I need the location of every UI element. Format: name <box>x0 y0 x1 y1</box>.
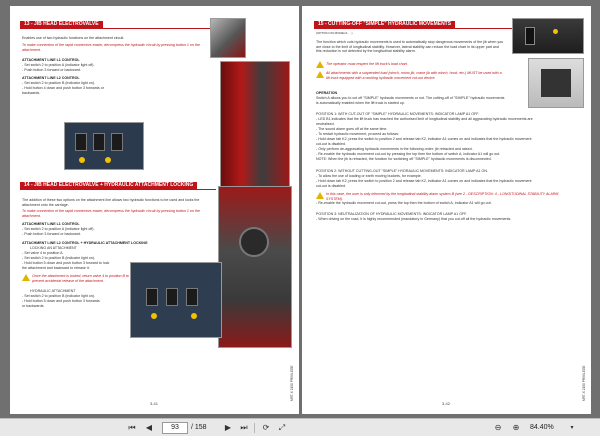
last-page-icon[interactable]: ⏭ <box>240 423 248 432</box>
position3-heading: POSITION 3: NEUTRALIZATION OF HYDRAULIC MOVEMENTS: INDICATOR LAMP A1 OFF. <box>316 212 467 216</box>
switch-panel-photo <box>64 122 144 170</box>
right-page <box>302 6 591 414</box>
warning-text: To make connection of the rapid connectors easier, decompress the hydraulic circuit by pressing button 1 on the attachment. <box>22 43 200 52</box>
cab-display-photo <box>528 58 584 108</box>
left-page <box>10 6 299 414</box>
position2-step: - Re-enable the hydraulic movement cut-out, press the top then the bottom of switch A, indicator A1 will go out. <box>316 201 492 205</box>
connector-photo <box>210 18 246 58</box>
position2-step: - To allow the use of loading or earth moving buckets, for example. <box>316 174 422 178</box>
side-code: MRT-X 2150 PRIVILEGE <box>290 365 294 401</box>
position1-step: - Hold down tab K2, press the switch to position 2 and release tab K2, indicator A1 comes on and indicates that the hydraulic movement <box>316 137 532 141</box>
hydraulic-step: - Set switch 2 to position B (indicator light on). <box>22 294 95 298</box>
warning-text: The operator must respect the lift truck's load chart. <box>326 62 408 66</box>
page-number: 3-41 <box>150 401 159 406</box>
line2-step: - Set switch 2 to position B (indicator light on). <box>22 81 95 85</box>
warning-icon <box>316 61 324 68</box>
line2-heading: ATTACHMENT LINE L2 CONTROL <box>22 76 80 80</box>
l1-heading: ATTACHMENT LINE L1 CONTROL <box>22 222 80 226</box>
locking-step: - Set switch 2 to position B (indicator light on). <box>22 256 95 260</box>
locking-heading: LOCKING AN ATTACHMENT <box>30 246 77 250</box>
operation-text: Switch A allows you to cut off "SIMPLE" hydraulic movements or not. The cutting-off of "SIMPLE" hydraulic movements is automatically enabled when the lift truck is started up. <box>316 96 505 105</box>
position1-step: - LED B1 indicates that the lift truck has reached the authorised limit of longitudinal stability and all aggravating hydraulic movements are <box>316 117 533 121</box>
page-number: 3-42 <box>442 401 451 406</box>
locking-step: - Hold button 5 down and push button 3 forward to lock <box>22 261 110 265</box>
prev-page-icon[interactable]: ◀ <box>145 423 153 432</box>
line1-step: - Set switch 2 to position A (indicator light off). <box>22 63 95 67</box>
position1-step: cut-out is disabled. <box>316 142 346 146</box>
position1-step: - Only perform de-aggravating hydraulic movements in the following order: jib retracted and raised. <box>316 147 473 151</box>
line1-heading: ATTACHMENT LINE L1 CONTROL <box>22 58 80 62</box>
position1-heading: POSITION 1: WITH CUT-OUT OF "SIMPLE" HYDRAULIC MOVEMENTS: INDICATOR LAMP A1 OFF. <box>316 112 480 116</box>
position2-step: cut-out is disabled. <box>316 184 346 188</box>
position3-step: - When driving on the road, it is highly recommended (mandatory in Germany) that you cut-off all the hydraulic movements. <box>316 217 512 221</box>
position2-heading: POSITION 2: WITHOUT CUTTING-OUT "SIMPLE" HYDRAULIC MOVEMENTS: INDICATOR LAMP A1 ON. <box>316 169 488 173</box>
position1-step: - To restart hydraulic movement, proceed as follows: <box>316 132 400 136</box>
page-number-input[interactable]: 93 <box>162 422 188 434</box>
zoom-out-icon[interactable]: ⊖ <box>494 423 502 432</box>
position2-step: - Hold down tab K2, press the switch to position 2 and release tab K2, indicator A1 comes on and indicates that the hydraulic movement <box>316 179 532 183</box>
switch-a-photo <box>512 18 584 54</box>
operation-heading: OPERATION <box>316 91 338 95</box>
warning-icon <box>316 71 324 78</box>
l1-step: - Set switch 2 to position A (indicator light off). <box>22 227 95 231</box>
warning-text: To make connection of the rapid connectors easier, decompress the hydraulic circuit by pressing button 1 on the attachment. <box>22 209 200 218</box>
jib-head-photo <box>218 186 292 348</box>
section-rule <box>314 28 514 29</box>
section-rule <box>20 28 216 29</box>
l2-heading: ATTACHMENT LINE L2 CONTROL + HYDRAULIC ATTACHMENT LOCKING <box>22 241 148 245</box>
section-title: 15 - CUTTING-OFF "SIMPLE" HYDRAULIC MOVEMENTS <box>314 21 455 28</box>
switch-panel-photo-2 <box>130 262 222 338</box>
fit-page-icon[interactable]: ⤢ <box>278 423 286 432</box>
position1-note: NOTE: When the jib is retracted, the function for switching off "SIMPLE" hydraulic movements is disconnected. <box>316 157 492 161</box>
section-rule <box>20 189 216 190</box>
toolbar-separator <box>254 423 255 433</box>
line2-step: backwards. <box>22 91 41 95</box>
warning-text: All attachments with a suspended load (winch, mono jib, crane jib with winch, hook, etc.) MUST be used with a lift truck equipped with a working hydraulic movement cut-out device. <box>326 71 502 80</box>
page-total: / 158 <box>191 424 207 431</box>
next-page-icon[interactable]: ▶ <box>224 423 232 432</box>
warning-icon <box>316 192 324 199</box>
cab-photo <box>220 61 290 191</box>
intro-text: Enables use of two hydraulic functions on the attachment circuit. <box>22 36 125 40</box>
warning-text: In this case, the user is only informed by the longitudinal stability alarm system B (see 2 - DESCRIPTION: 4 - LONGITUDINAL STABILITY ALARM SYSTEM). <box>326 192 559 201</box>
intro-text: The addition of these two options on the attachment line allows two hydraulic functions to be used and locks the attachment onto the carriage. <box>22 198 200 207</box>
first-page-icon[interactable]: ⏮ <box>128 423 136 432</box>
viewer-toolbar <box>0 418 600 436</box>
locking-step: - Set valve 4 to position A. <box>22 251 64 255</box>
l1-step: - Push button 3 forward or backward. <box>22 232 81 236</box>
section-subtitle: (OPTION ON MODELS ... ) <box>316 31 353 35</box>
line2-step: - Hold button 4 down and push button 3 forwards or <box>22 86 104 90</box>
rotate-icon[interactable]: ⟳ <box>262 423 270 432</box>
hydraulic-step: or backwards. <box>22 304 45 308</box>
intro-text: The function which cuts hydraulic movements is used to automatically stop dangerous movements of the jib when you are close to the limit of longitudinal stability. However, lateral stability can reduce the load chart in its upper part and this reduction is not detected by the longitudinal stability alarm. <box>316 40 504 54</box>
zoom-in-icon[interactable]: ⊕ <box>512 423 520 432</box>
line1-step: - Push button 3 forward or backward. <box>22 68 81 72</box>
warning-icon <box>22 274 30 281</box>
position1-step: neutralised. <box>316 122 335 126</box>
zoom-dropdown-icon[interactable]: ▾ <box>570 424 574 431</box>
section-title: 13 - JIB HEAD ELECTROVALVE <box>20 21 103 28</box>
hydraulic-step: - Hold button 5 down and push button 3 forwards <box>22 299 100 303</box>
locking-step: the attachment and backward to release it. <box>22 266 90 270</box>
hydraulic-heading: HYDRAULIC ATTACHMENT <box>30 289 76 293</box>
zoom-level[interactable]: 84.40% <box>530 424 554 431</box>
warning-text: Once the attachment is locked, return valve 4 to position B to prevent accidental release of the attachment. <box>32 274 129 283</box>
side-code: MRT-X 2150 PRIVILEGE <box>582 365 586 401</box>
position1-step: - Re-enable the hydraulic movement cut-out by pressing the top then the bottom of switch A, indicator A1 will go out. <box>316 152 501 156</box>
position1-step: - The sound alarm goes off at the same time. <box>316 127 388 131</box>
section-title: 14 - JIB HEAD ELECTROVALVE + HYDRAULIC ATTACHMENT LOCKING <box>20 182 197 189</box>
